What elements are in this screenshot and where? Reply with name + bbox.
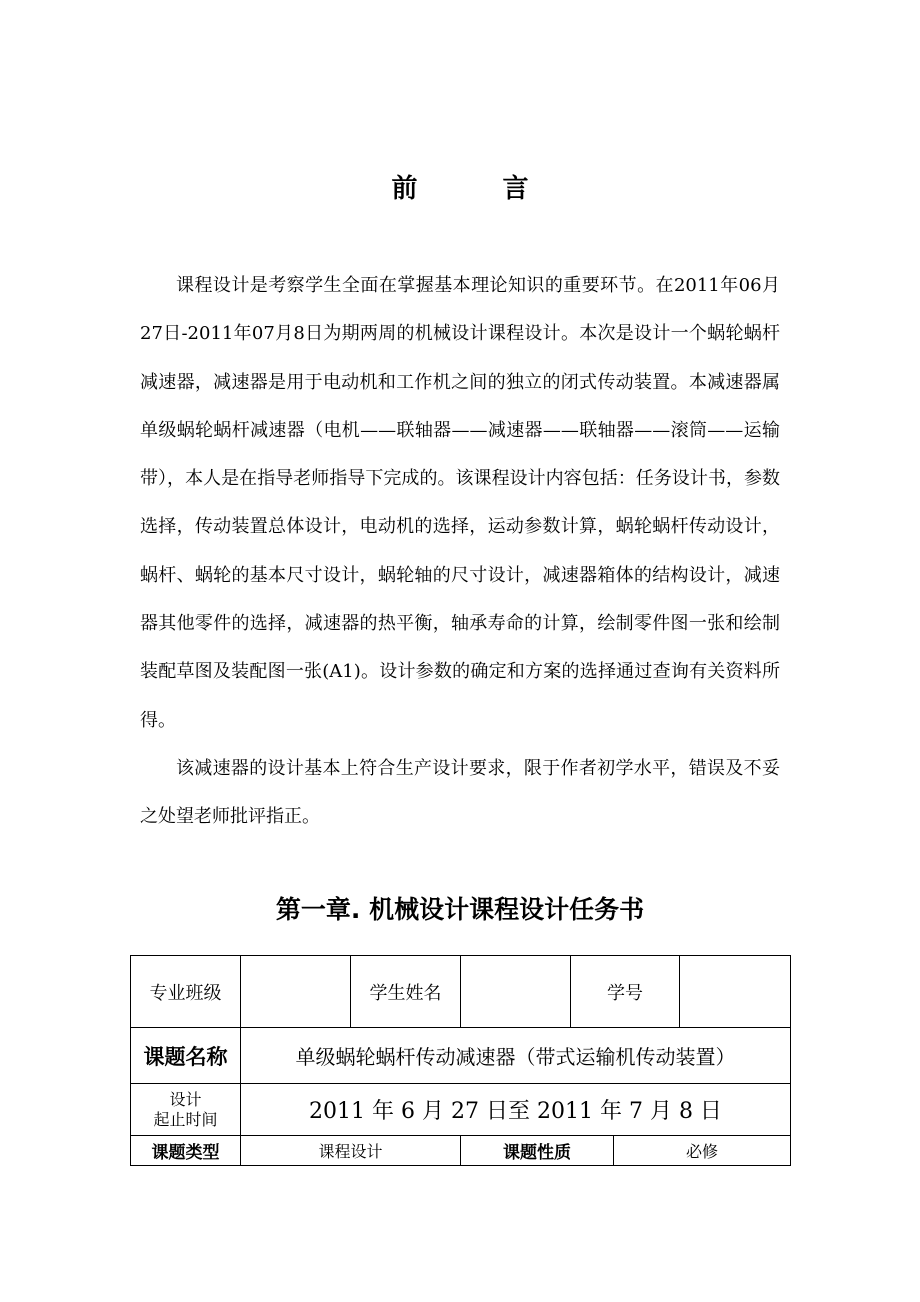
table-row — [131, 1136, 791, 1166]
student-name-value — [461, 956, 571, 1028]
student-name-label: 学生姓名 — [351, 956, 461, 1028]
task-table — [130, 955, 791, 1166]
table-row — [131, 956, 791, 1028]
preface-title: 前 言 — [391, 174, 567, 204]
period-label-line1: 设计 — [169, 1089, 202, 1109]
table-row — [131, 1084, 791, 1136]
type-label: 课题类型 — [131, 1136, 241, 1166]
major-class-value — [241, 956, 351, 1028]
major-class-label: 专业班级 — [131, 956, 241, 1028]
type-value: 课程设计 — [241, 1136, 461, 1166]
student-id-label: 学号 — [571, 956, 680, 1028]
preface-paragraph-1: 课程设计是考察学生全面在掌握基本理论知识的重要环节。在2011年06月27日-2011年07月8日为期两周的机械设计课程设计。本次是设计一个蜗轮蜗杆减速器，减速器是用于电动机和工作机之间的独立的闭式传动装置。本减速器属单级蜗轮蜗杆减速器（电机——联轴器——减速器——联轴器——滚筒——运输带），本人是在指导老师指导下完成的。该课程设计内容包括：任务设计书，参数选择，传动装置总体设计，电动机的选择，运动参数计算，蜗轮蜗杆传动设计，蜗杆、蜗轮的基本尺寸设计，蜗轮轴的尺寸设计，减速器箱体的结构设计，减速器其他零件的选择，减速器的热平衡，轴承寿命的计算，绘制零件图一张和绘制装配草图及装配图一张(A1)。设计参数的确定和方案的选择通过查询有关资料所得。 — [140, 275, 780, 731]
period-value: 2011 年 6 月 27 日至 2011 年 7 月 8 日 — [241, 1084, 791, 1136]
student-id-value — [680, 956, 791, 1028]
preface-paragraph-2: 该减速器的设计基本上符合生产设计要求，限于作者初学水平，错误及不妥之处望老师批评指正。 — [140, 757, 780, 828]
preface-body — [140, 262, 780, 842]
period-label — [131, 1084, 241, 1136]
nature-label: 课题性质 — [461, 1136, 614, 1166]
nature-value: 必修 — [614, 1136, 791, 1166]
period-label-line2: 起止时间 — [153, 1109, 218, 1129]
topic-label: 课题名称 — [131, 1028, 241, 1084]
topic-value: 单级蜗轮蜗杆传动减速器（带式运输机传动装置） — [241, 1028, 791, 1084]
table-row — [131, 1028, 791, 1084]
chapter-title: 第一章. 机械设计课程设计任务书 — [275, 895, 645, 924]
